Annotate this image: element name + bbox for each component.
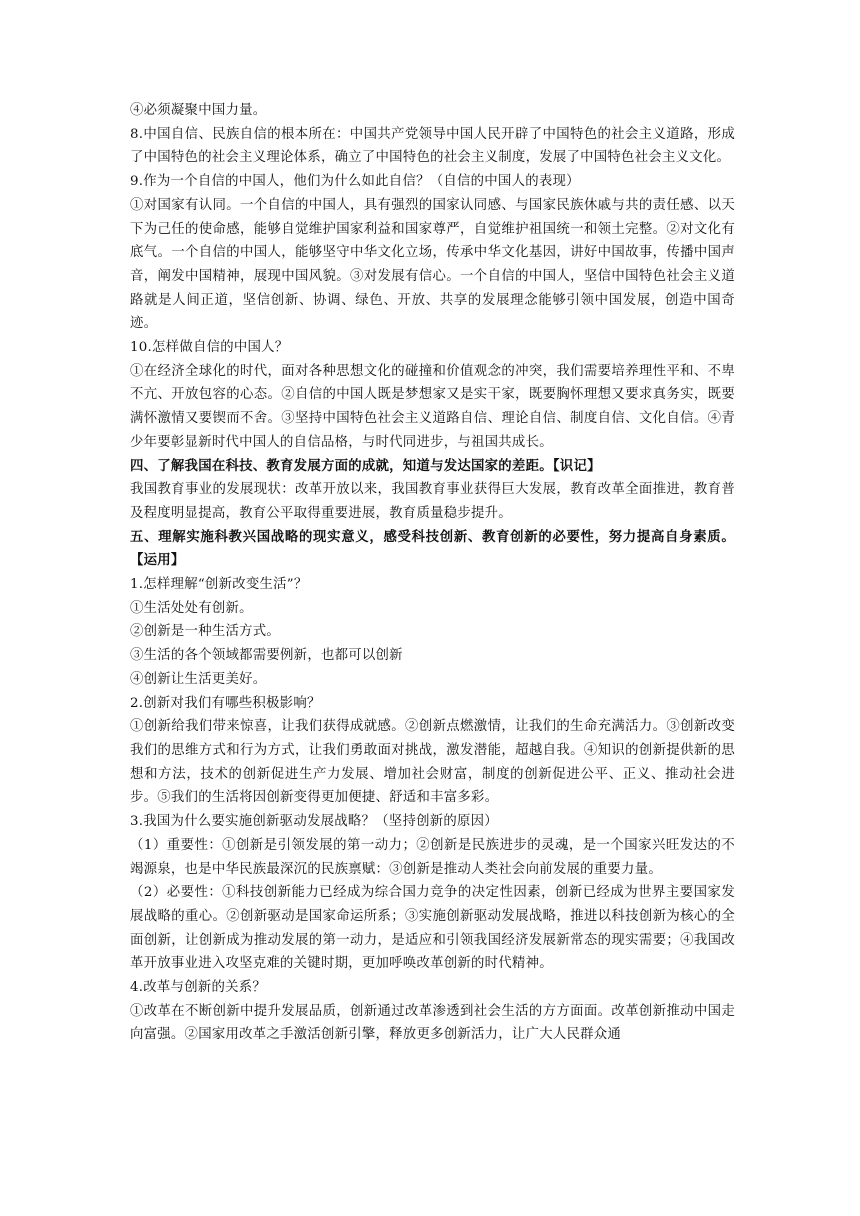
paragraph: ②创新是一种生活方式。 xyxy=(130,624,281,640)
paragraph: （1）重要性：①创新是引领发展的第一动力；②创新是民族进步的灵魂，是一个国家兴旺发达的不竭源泉，也是中华民族最深沉的民族禀赋：③创新是推动人类社会向前发展的重要力量。 xyxy=(130,837,735,877)
paragraph: 1.怎样理解“创新改变生活”？ xyxy=(130,577,308,593)
paragraph: 9.作为一个自信的中国人，他们为什么如此自信？（自信的中国人的表现） xyxy=(130,174,580,190)
paragraph: ①对国家有认同。一个自信的中国人，具有强烈的国家认同感、与国家民族休戚与共的责任感、以天下为己任的使命感，能够自觉维护国家利益和国家尊严，自觉维护祖国统一和领土完整。②对文化有底气。一个自信的中国人，能够坚守中华文化立场，传承中华文化基因，讲好中国故事，传播中国声音，阐发中国精神，展现中国风貌。③对发展有信心。一个自信的中国人，坚信中国特色社会主义道路就是人间正道，坚信创新、协调、绿色、开放、共享的发展理念能够引领中国发展，创造中国奇迹。 xyxy=(130,197,735,332)
document-body xyxy=(130,99,735,1047)
paragraph: ①创新给我们带来惊喜，让我们获得成就感。②创新点燃激情，让我们的生命充满活力。③创新改变我们的思维方式和行为方式，让我们勇敢面对挑战，激发潜能，超越自我。④知识的创新提供新的思想和方法，技术的创新促进生产力发展、增加社会财富，制度的创新促进公平、正义、推动社会进步。⑤我们的生活将因创新变得更加便捷、舒适和丰富多彩。 xyxy=(130,719,735,806)
paragraph: 3.我国为什么要实施创新驱动发展战略？（坚持创新的原因） xyxy=(130,814,498,830)
paragraph: ④必须凝聚中国力量。 xyxy=(130,103,267,118)
paragraph: 2.创新对我们有哪些积极影响？ xyxy=(130,695,321,711)
paragraph: 8.中国自信、民族自信的根本所在：中国共产党领导中国人民开辟了中国特色的社会主义道路，形成了中国特色的社会主义理论体系，确立了中国特色的社会主义制度，发展了中国特色社会主义文化。 xyxy=(130,126,735,166)
paragraph: ①生活处处有创新。 xyxy=(130,600,253,616)
section-heading: 四、了解我国在科技、教育发展方面的成就，知道与发达国家的差距。【识记】 xyxy=(130,457,601,474)
paragraph: ①改革在不断创新中提升发展品质，创新通过改革渗透到社会生活的方方面面。改革创新推动中国走向富强。②国家用改革之手激活创新引擎，释放更多创新活力，让广大人民群众通 xyxy=(130,1003,735,1043)
paragraph: 我国教育事业的发展现状：改革开放以来，我国教育事业获得巨大发展，教育改革全面推进，教育普及程度明显提高，教育公平取得重要进展，教育质量稳步提升。 xyxy=(130,482,735,521)
paragraph: ③生活的各个领域都需要例新，也都可以创新 xyxy=(130,648,403,664)
paragraph: 10.怎样做自信的中国人？ xyxy=(130,340,289,356)
paragraph: 4.改革与创新的关系？ xyxy=(130,980,267,996)
paragraph: （2）必要性：①科技创新能力已经成为综合国力竞争的决定性因素，创新已经成为世界主要国家发展战略的重心。②创新驱动是国家命运所系；③实施创新驱动发展战略，推进以科技创新为核心的全面创新，让创新成为推动发展的第一动力，是适应和引领我国经济发展新常态的现实需要；④我国改革开放事业进入攻坚克难的关键时期，更加呼唤改革创新的时代精神。 xyxy=(130,885,735,972)
paragraph: ①在经济全球化的时代，面对各种思想文化的碰撞和价值观念的冲突，我们需要培养理性平和、不卑不亢、开放包容的心态。②自信的中国人既是梦想家又是实干家，既要胸怀理想又要求真务实，既要满怀激情又要锲而不舍。③坚持中国特色社会主义道路自信、理论自信、制度自信、文化自信。④青少年要彰显新时代中国人的自信品格，与时代同进步，与祖国共成长。 xyxy=(130,363,735,450)
paragraph: ④创新让生活更美好。 xyxy=(130,671,267,687)
section-heading: 五、理解实施科教兴国战略的现实意义，感受科技创新、教育创新的必要性，努力提高自身素质。【运用】 xyxy=(130,528,735,569)
